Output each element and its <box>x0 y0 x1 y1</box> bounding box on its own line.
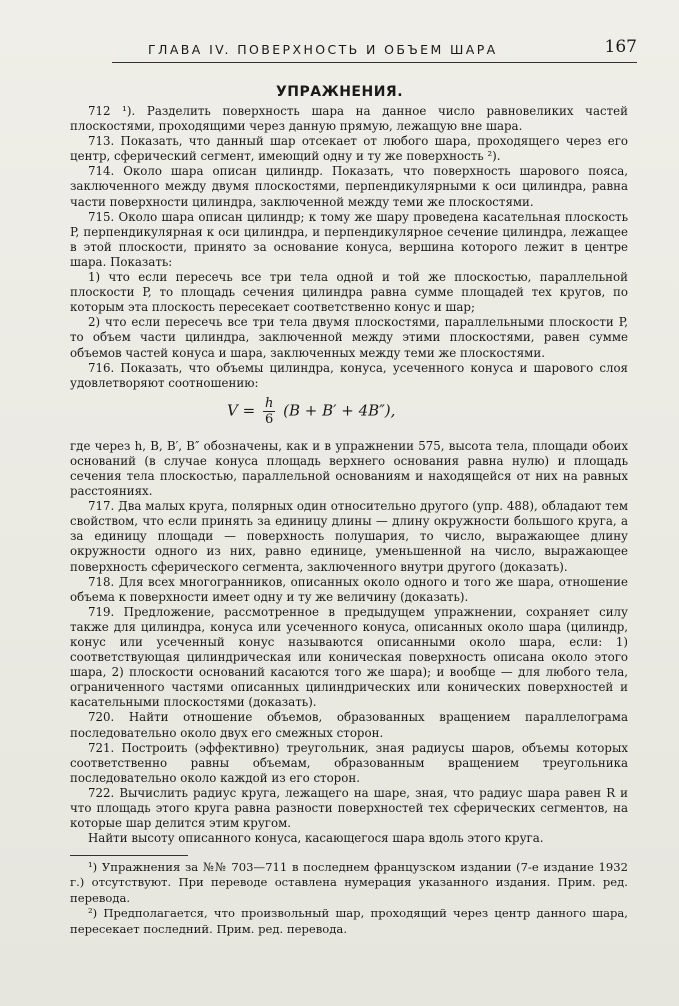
exercise-715: 715. Около шара описан цилиндр; к тому же шару проведена касательная плоскость P, перпендикулярная к оси цилиндра, и перпендикулярное сечение цилиндра, лежащее в этой плоскости, принято за основание конуса, вершина которого лежит в центре шара. Показать: <box>70 209 628 269</box>
formula-fraction <box>263 396 275 427</box>
exercise-719: 719. Предложение, рассмотренное в предыдущем упражнении, сохраняет силу также для цилиндра, конуса или усеченного конуса, описанных около шара (цилиндр, конус или усеченный конус называются описанными около шара, если: 1) соответствующая цилиндрическая или коническая поверхность описана около этого шара, 2) плоскости оснований касаются того же шара); и вообще — для любого тела, ограниченного частями описанных цилиндрических или конических поверхностей и касательными плоскостями (доказать). <box>70 604 628 710</box>
chapter-title: ГЛАВА IV. ПОВЕРХНОСТЬ И ОБЪЕМ ШАРА <box>148 42 498 57</box>
exercise-715-part-2: 2) что если пересечь все три тела двумя плоскостями, параллельными плоскости P, то объем части цилиндра, заключенной между этими плоскостями, равен сумме объемов частей конуса и шара, заключенных между теми же плоскостями. <box>70 315 628 360</box>
exercise-716: 716. Показать, что объемы цилиндра, конуса, усеченного конуса и шарового слоя удовлетворяют соотношению: <box>70 360 628 390</box>
exercise-712: 712 ¹). Разделить поверхность шара на данное число равновеликих частей плоскостями, проходящими через данную прямую, лежащую вне шара. <box>70 104 628 134</box>
exercise-713: 713. Показать, что данный шар отсекает от любого шара, проходящего через его центр, сферический сегмент, имеющий одну и ту же поверхность ²). <box>70 134 628 164</box>
section-heading: УПРАЖНЕНИЯ. <box>275 84 404 100</box>
exercise-718: 718. Для всех многогранников, описанных около одного и того же шара, отношение объема к поверхности имеет одну и ту же величину (доказать). <box>70 574 628 604</box>
exercise-721: 721. Построить (эффективно) треугольник, зная радиусы шаров, объемы которых соответственно равны объемам, образованным вращением треугольника последовательно около каждой из его сторон. <box>70 740 628 785</box>
exercise-714: 714. Около шара описан цилиндр. Показать, что поверхность шарового пояса, заключенного между двумя плоскостями, перпендикулярными к оси цилиндра, равна части поверхности цилиндра, заключенной между теми же плоскостями. <box>70 164 628 209</box>
footnote-2: ²) Предполагается, что произвольный шар, проходящий через центр данного шара, пересекает последний. Прим. ред. перевода. <box>70 906 628 936</box>
footnote-1: ¹) Упражнения за №№ 703—711 в последнем французском издании (7-е издание 1932 г.) отсутствуют. При переводе оставлена нумерация указанного издания. Прим. ред. перевода. <box>70 860 628 905</box>
exercise-720: 720. Найти отношение объемов, образованных вращением параллелограма последовательно около двух его смежных сторон. <box>70 710 628 740</box>
exercise-722: 722. Вычислить радиус круга, лежащего на шаре, зная, что радиус шара равен R и что площадь этого круга равна разности поверхностей тех сферических сегментов, на которые шар делится этим кругом. <box>70 785 628 831</box>
formula-numerator: h <box>264 395 274 411</box>
page-number: 167 <box>604 37 637 57</box>
exercise-716-continuation: где через h, B, B′, B″ обозначены, как и в упражнении 575, высота тела, площади обоих оснований (в случае конуса площадь верхнего основания равна нулю) и площадь сечения тела плоскостью, параллельной основаниям и находящейся от них на равных расстояниях. <box>70 438 628 499</box>
exercises-body <box>70 104 628 846</box>
footnotes <box>70 860 628 937</box>
formula-lhs: V = <box>227 401 256 420</box>
exercise-717: 717. Два малых круга, полярных один относительно другого (упр. 488), обладают тем свойством, что если принять за единицу длины — длину окружности большого круга, а за единицу площади — поверхность полушария, то число, выражающее длину окружности одного из них, равно единице, уменьшенной на число, выражающее поверхность сферического сегмента, заключенного внутри другого (доказать). <box>70 499 628 574</box>
exercise-722-part-2: Найти высоту описанного конуса, касающегося шара вдоль этого круга. <box>88 831 544 846</box>
formula-rhs: (B + B′ + 4B″), <box>283 401 396 420</box>
running-header <box>112 38 637 63</box>
formula-denominator: 6 <box>265 411 274 427</box>
volume-formula <box>70 394 628 436</box>
exercise-715-part-1: 1) что если пересечь все три тела одной и той же плоскостью, параллельной плоскости P, то площадь сечения цилиндра равна сумме площадей тех кругов, по которым эта плоскость пересекает соответственно конус и шар; <box>70 270 628 315</box>
footnote-rule <box>70 855 188 856</box>
